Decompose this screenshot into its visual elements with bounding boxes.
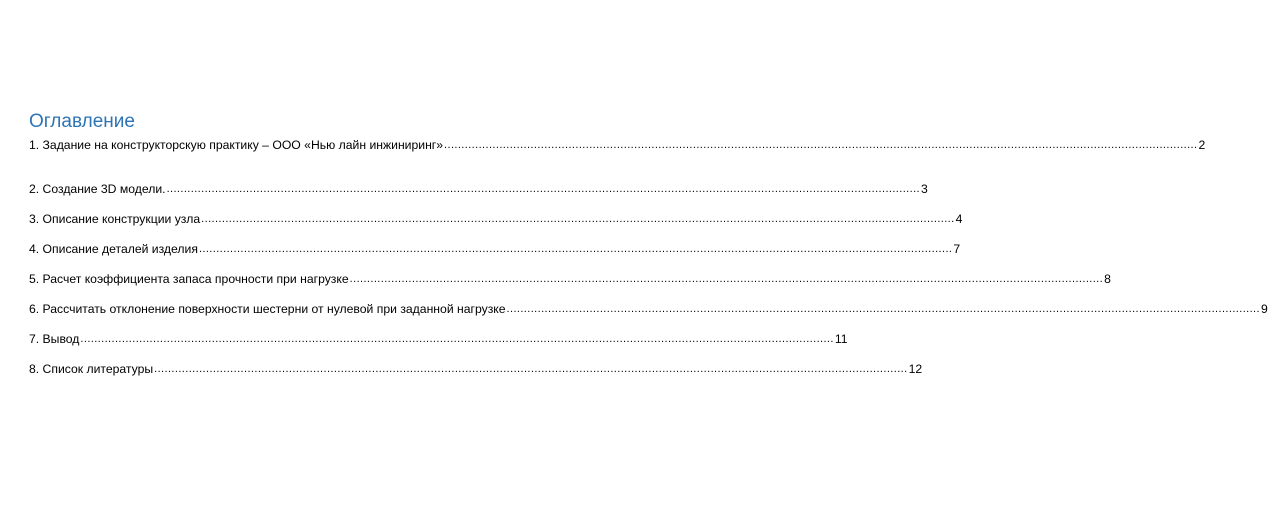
toc-dot-leader: .......................................................................................................................................................................................................................... bbox=[201, 213, 955, 225]
toc-entry-1[interactable] bbox=[29, 137, 1206, 153]
toc-entry-text: 5. Расчет коэффициента запаса прочности при нагрузке bbox=[29, 272, 349, 286]
toc-heading: Оглавление bbox=[29, 111, 135, 132]
toc-entry-4[interactable] bbox=[29, 227, 961, 257]
toc-page-number: 8 bbox=[1104, 272, 1111, 286]
toc-entry-2[interactable] bbox=[29, 167, 928, 197]
toc-page-number: 7 bbox=[953, 242, 961, 256]
toc-page-number: 9 bbox=[1260, 302, 1268, 316]
toc-entry-7[interactable] bbox=[29, 317, 848, 347]
toc-entry-text: 3. Описание конструкции узла bbox=[29, 212, 201, 226]
toc-page-number: 12 bbox=[908, 362, 923, 376]
toc-entry-text: 4. Описание деталей изделия bbox=[29, 242, 198, 256]
toc-entry-text: 1. Задание на конструкторскую практику – ООО «Нью лайн инжиниринг» bbox=[29, 138, 444, 152]
toc-page-number: 11 bbox=[834, 332, 848, 346]
toc-page-number: 4 bbox=[955, 212, 963, 226]
toc-page-number: 2 bbox=[1198, 138, 1206, 152]
toc-dot-leader: .......................................................................................................................................................................................................................... bbox=[506, 303, 1260, 315]
toc-entry-8[interactable] bbox=[29, 347, 923, 377]
toc-entry-text: 2. Создание 3D модели. bbox=[29, 182, 166, 196]
toc-entry-6[interactable] bbox=[29, 287, 1268, 317]
toc-dot-leader: .......................................................................................................................................................................................................................... bbox=[349, 273, 1104, 285]
toc-dot-leader: .......................................................................................................................................................................................................................... bbox=[198, 243, 953, 255]
table-of-contents bbox=[29, 110, 1268, 377]
toc-entry-text: 8. Список литературы bbox=[29, 362, 154, 376]
toc-entry-3[interactable] bbox=[29, 197, 963, 227]
toc-entry-5[interactable] bbox=[29, 257, 1111, 287]
toc-entry-text: 7. Вывод bbox=[29, 332, 80, 346]
toc-dot-leader: .......................................................................................................................................................................................................................... bbox=[444, 139, 1198, 151]
toc-list bbox=[29, 137, 1268, 377]
toc-dot-leader: .......................................................................................................................................................................................................................... bbox=[80, 333, 834, 345]
toc-page-number: 3 bbox=[921, 182, 928, 196]
toc-dot-leader: .......................................................................................................................................................................................................................... bbox=[154, 363, 908, 375]
toc-entry-text: 6. Рассчитать отклонение поверхности шестерни от нулевой при заданной нагрузке bbox=[29, 302, 506, 316]
toc-dot-leader: .......................................................................................................................................................................................................................... bbox=[166, 183, 921, 195]
